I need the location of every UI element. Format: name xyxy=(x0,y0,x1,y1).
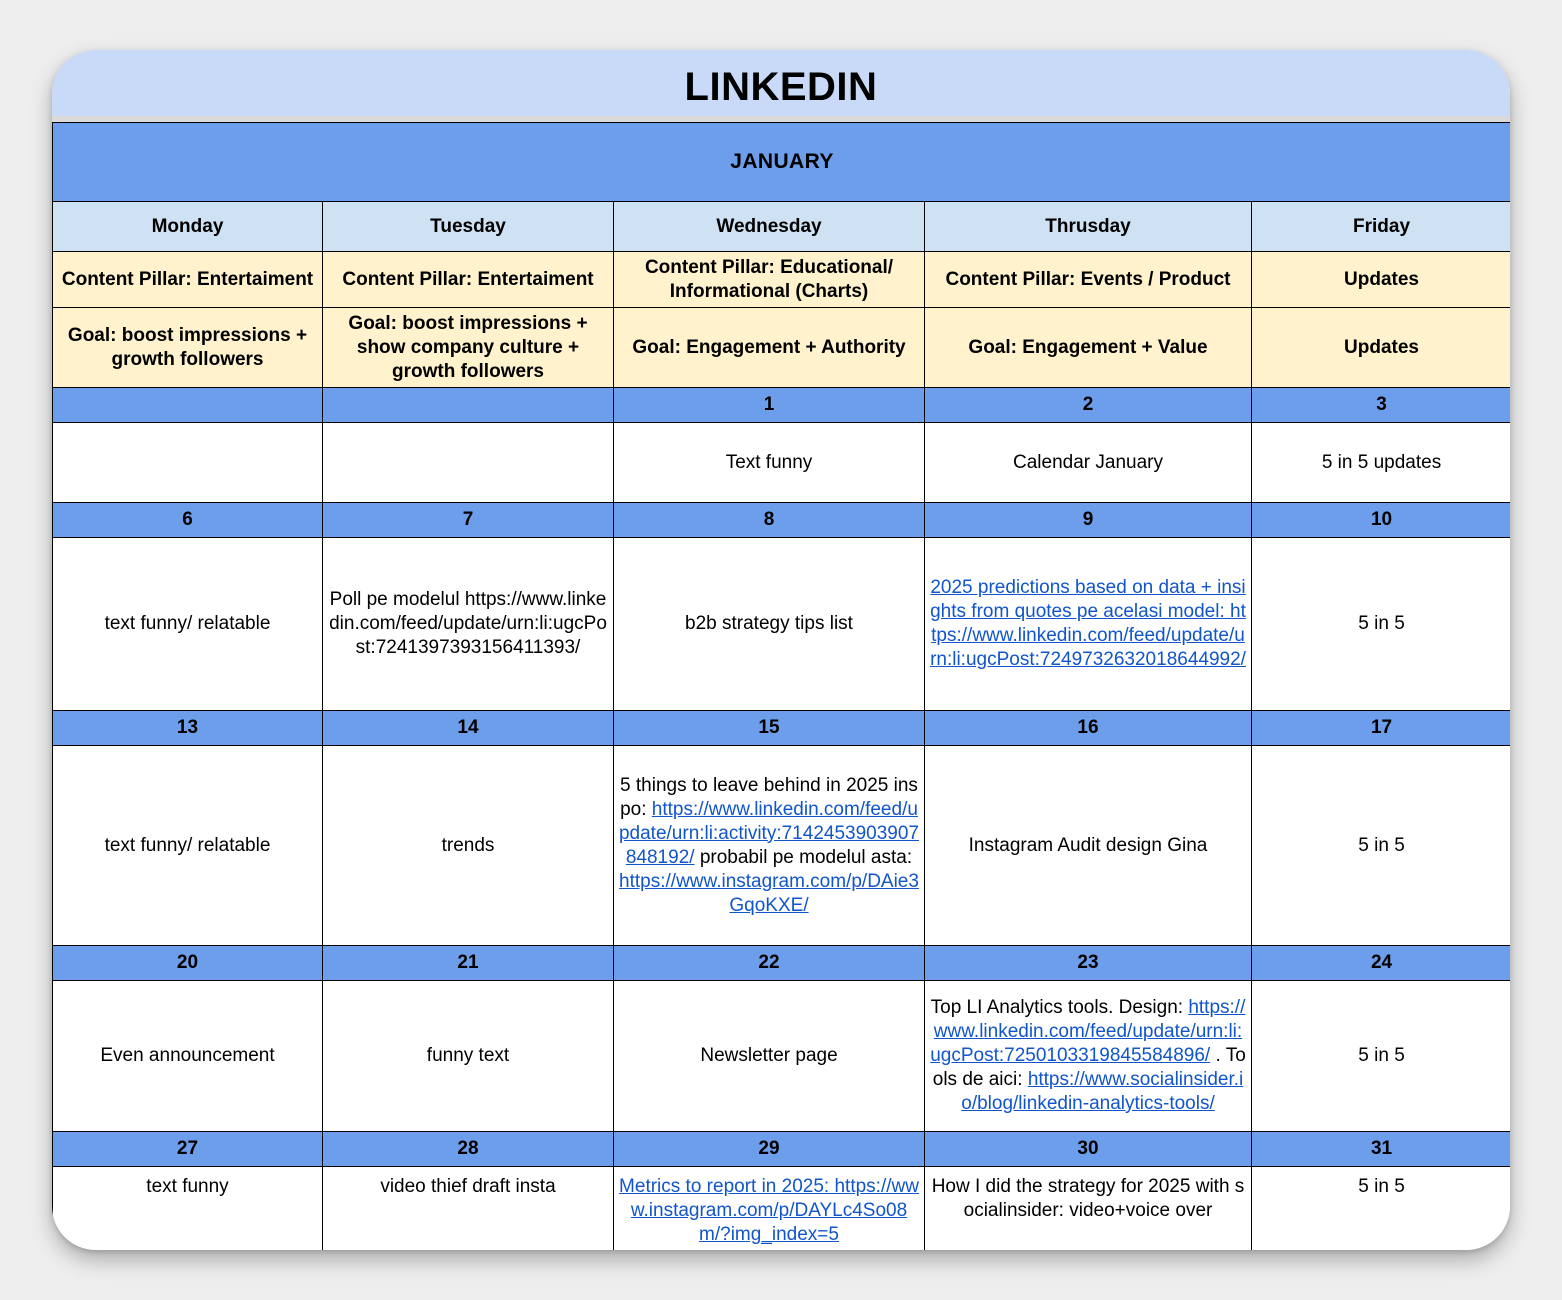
content-cell[interactable]: Newsletter page xyxy=(614,981,925,1132)
date-cell[interactable]: 24 xyxy=(1252,946,1511,981)
content-cell[interactable]: text funny xyxy=(53,1167,323,1251)
content-cell[interactable]: Instagram Audit design Gina xyxy=(925,746,1252,946)
calendar-card xyxy=(52,50,1510,1250)
content-calendar-table xyxy=(52,122,1510,1250)
content-link[interactable]: Metrics to report in 2025: https://www.instagram.com/p/DAYLc4So08m/?img_index=5 xyxy=(619,1176,919,1245)
content-cell[interactable]: Poll pe modelul https://www.linkedin.com/feed/update/urn:li:ugcPost:7241397393156411393/ xyxy=(323,538,614,711)
goal-cell[interactable]: Goal: Engagement + Value xyxy=(925,308,1252,388)
date-cell[interactable]: 28 xyxy=(323,1132,614,1167)
date-cell[interactable]: 6 xyxy=(53,503,323,538)
content-cell[interactable]: Even announcement xyxy=(53,981,323,1132)
content-cell[interactable]: video thief draft insta xyxy=(323,1167,614,1251)
content-cell[interactable]: 5 in 5 updates xyxy=(1252,423,1511,503)
content-cell[interactable]: 5 in 5 xyxy=(1252,1167,1511,1251)
content-text: . Tools de aici: xyxy=(932,1045,1246,1090)
date-cell[interactable]: 22 xyxy=(614,946,925,981)
date-cell[interactable]: 10 xyxy=(1252,503,1511,538)
content-cell[interactable]: Calendar January xyxy=(925,423,1252,503)
pillar-cell[interactable]: Content Pillar: Entertaiment xyxy=(323,252,614,308)
date-cell[interactable]: 1 xyxy=(614,388,925,423)
pillar-cell[interactable]: Content Pillar: Educational/ Informational (Charts) xyxy=(614,252,925,308)
day-header-wednesday[interactable]: Wednesday xyxy=(614,202,925,252)
content-cell[interactable] xyxy=(925,981,1252,1132)
date-cell[interactable] xyxy=(53,388,323,423)
content-row xyxy=(53,746,1511,946)
date-row xyxy=(53,388,1511,423)
content-link[interactable]: 2025 predictions based on data + insights from quotes pe acelasi model: https://www.linkedin.com/feed/update/urn:li:ugcPost:7249732632018644992/ xyxy=(930,577,1246,670)
goal-row xyxy=(53,308,1511,388)
content-cell[interactable]: trends xyxy=(323,746,614,946)
date-cell[interactable]: 31 xyxy=(1252,1132,1511,1167)
content-cell[interactable]: text funny/ relatable xyxy=(53,538,323,711)
content-text: probabil pe modelul asta: xyxy=(694,846,913,868)
content-cell[interactable]: 5 in 5 xyxy=(1252,746,1511,946)
content-cell[interactable]: funny text xyxy=(323,981,614,1132)
date-cell[interactable]: 7 xyxy=(323,503,614,538)
content-row xyxy=(53,1167,1511,1251)
date-cell[interactable]: 9 xyxy=(925,503,1252,538)
content-row xyxy=(53,538,1511,711)
date-cell[interactable]: 15 xyxy=(614,711,925,746)
content-cell[interactable]: b2b strategy tips list xyxy=(614,538,925,711)
pillar-cell[interactable]: Content Pillar: Events / Product xyxy=(925,252,1252,308)
content-row xyxy=(53,981,1511,1132)
date-cell[interactable]: 29 xyxy=(614,1132,925,1167)
content-text: 5 things to leave behind in 2025 inspo: xyxy=(620,774,918,820)
date-cell[interactable]: 16 xyxy=(925,711,1252,746)
day-header-thursday[interactable]: Thrusday xyxy=(925,202,1252,252)
content-row xyxy=(53,423,1511,503)
content-cell[interactable]: Text funny xyxy=(614,423,925,503)
day-header-friday[interactable]: Friday xyxy=(1252,202,1511,252)
content-cell[interactable]: 5 in 5 xyxy=(1252,538,1511,711)
goal-cell[interactable]: Goal: boost impressions + growth followers xyxy=(53,308,323,388)
date-cell[interactable]: 8 xyxy=(614,503,925,538)
date-row xyxy=(53,946,1511,981)
content-pillar-row xyxy=(53,252,1511,308)
content-cell[interactable] xyxy=(614,746,925,946)
date-cell[interactable]: 13 xyxy=(53,711,323,746)
content-link[interactable]: https://www.socialinsider.io/blog/linkedin-analytics-tools/ xyxy=(961,1069,1244,1114)
content-cell[interactable] xyxy=(53,423,323,503)
goal-cell[interactable]: Updates xyxy=(1252,308,1511,388)
month-row xyxy=(53,123,1511,202)
date-cell[interactable]: 23 xyxy=(925,946,1252,981)
date-row xyxy=(53,711,1511,746)
date-cell[interactable]: 20 xyxy=(53,946,323,981)
goal-cell[interactable]: Goal: boost impressions + show company culture + growth followers xyxy=(323,308,614,388)
day-header-tuesday[interactable]: Tuesday xyxy=(323,202,614,252)
date-cell[interactable]: 2 xyxy=(925,388,1252,423)
content-cell[interactable] xyxy=(925,538,1252,711)
content-cell[interactable] xyxy=(323,423,614,503)
date-cell[interactable]: 14 xyxy=(323,711,614,746)
sheet-title: LINKEDIN xyxy=(52,50,1510,116)
content-cell[interactable]: How I did the strategy for 2025 with socialinsider: video+voice over xyxy=(925,1167,1252,1251)
content-cell[interactable]: 5 in 5 xyxy=(1252,981,1511,1132)
date-cell[interactable]: 3 xyxy=(1252,388,1511,423)
month-header[interactable]: JANUARY xyxy=(53,123,1511,202)
date-cell[interactable] xyxy=(323,388,614,423)
content-cell[interactable] xyxy=(614,1167,925,1251)
goal-cell[interactable]: Goal: Engagement + Authority xyxy=(614,308,925,388)
date-cell[interactable]: 17 xyxy=(1252,711,1511,746)
content-text: Top LI Analytics tools. Design: xyxy=(930,997,1189,1018)
date-cell[interactable]: 30 xyxy=(925,1132,1252,1167)
date-row xyxy=(53,503,1511,538)
pillar-cell[interactable]: Content Pillar: Entertaiment xyxy=(53,252,323,308)
content-link[interactable]: https://www.linkedin.com/feed/update/urn:li:activity:7142453903907848192/ xyxy=(618,798,919,868)
content-link[interactable]: https://www.instagram.com/p/DAie3GqoKXE/ xyxy=(619,870,919,916)
date-row xyxy=(53,1132,1511,1167)
content-link[interactable]: https://www.linkedin.com/feed/update/urn:li:ugcPost:7250103319845584896/ xyxy=(930,997,1246,1066)
date-cell[interactable]: 21 xyxy=(323,946,614,981)
pillar-cell[interactable]: Updates xyxy=(1252,252,1511,308)
content-cell[interactable]: text funny/ relatable xyxy=(53,746,323,946)
weekday-header-row xyxy=(53,202,1511,252)
date-cell[interactable]: 27 xyxy=(53,1132,323,1167)
day-header-monday[interactable]: Monday xyxy=(53,202,323,252)
